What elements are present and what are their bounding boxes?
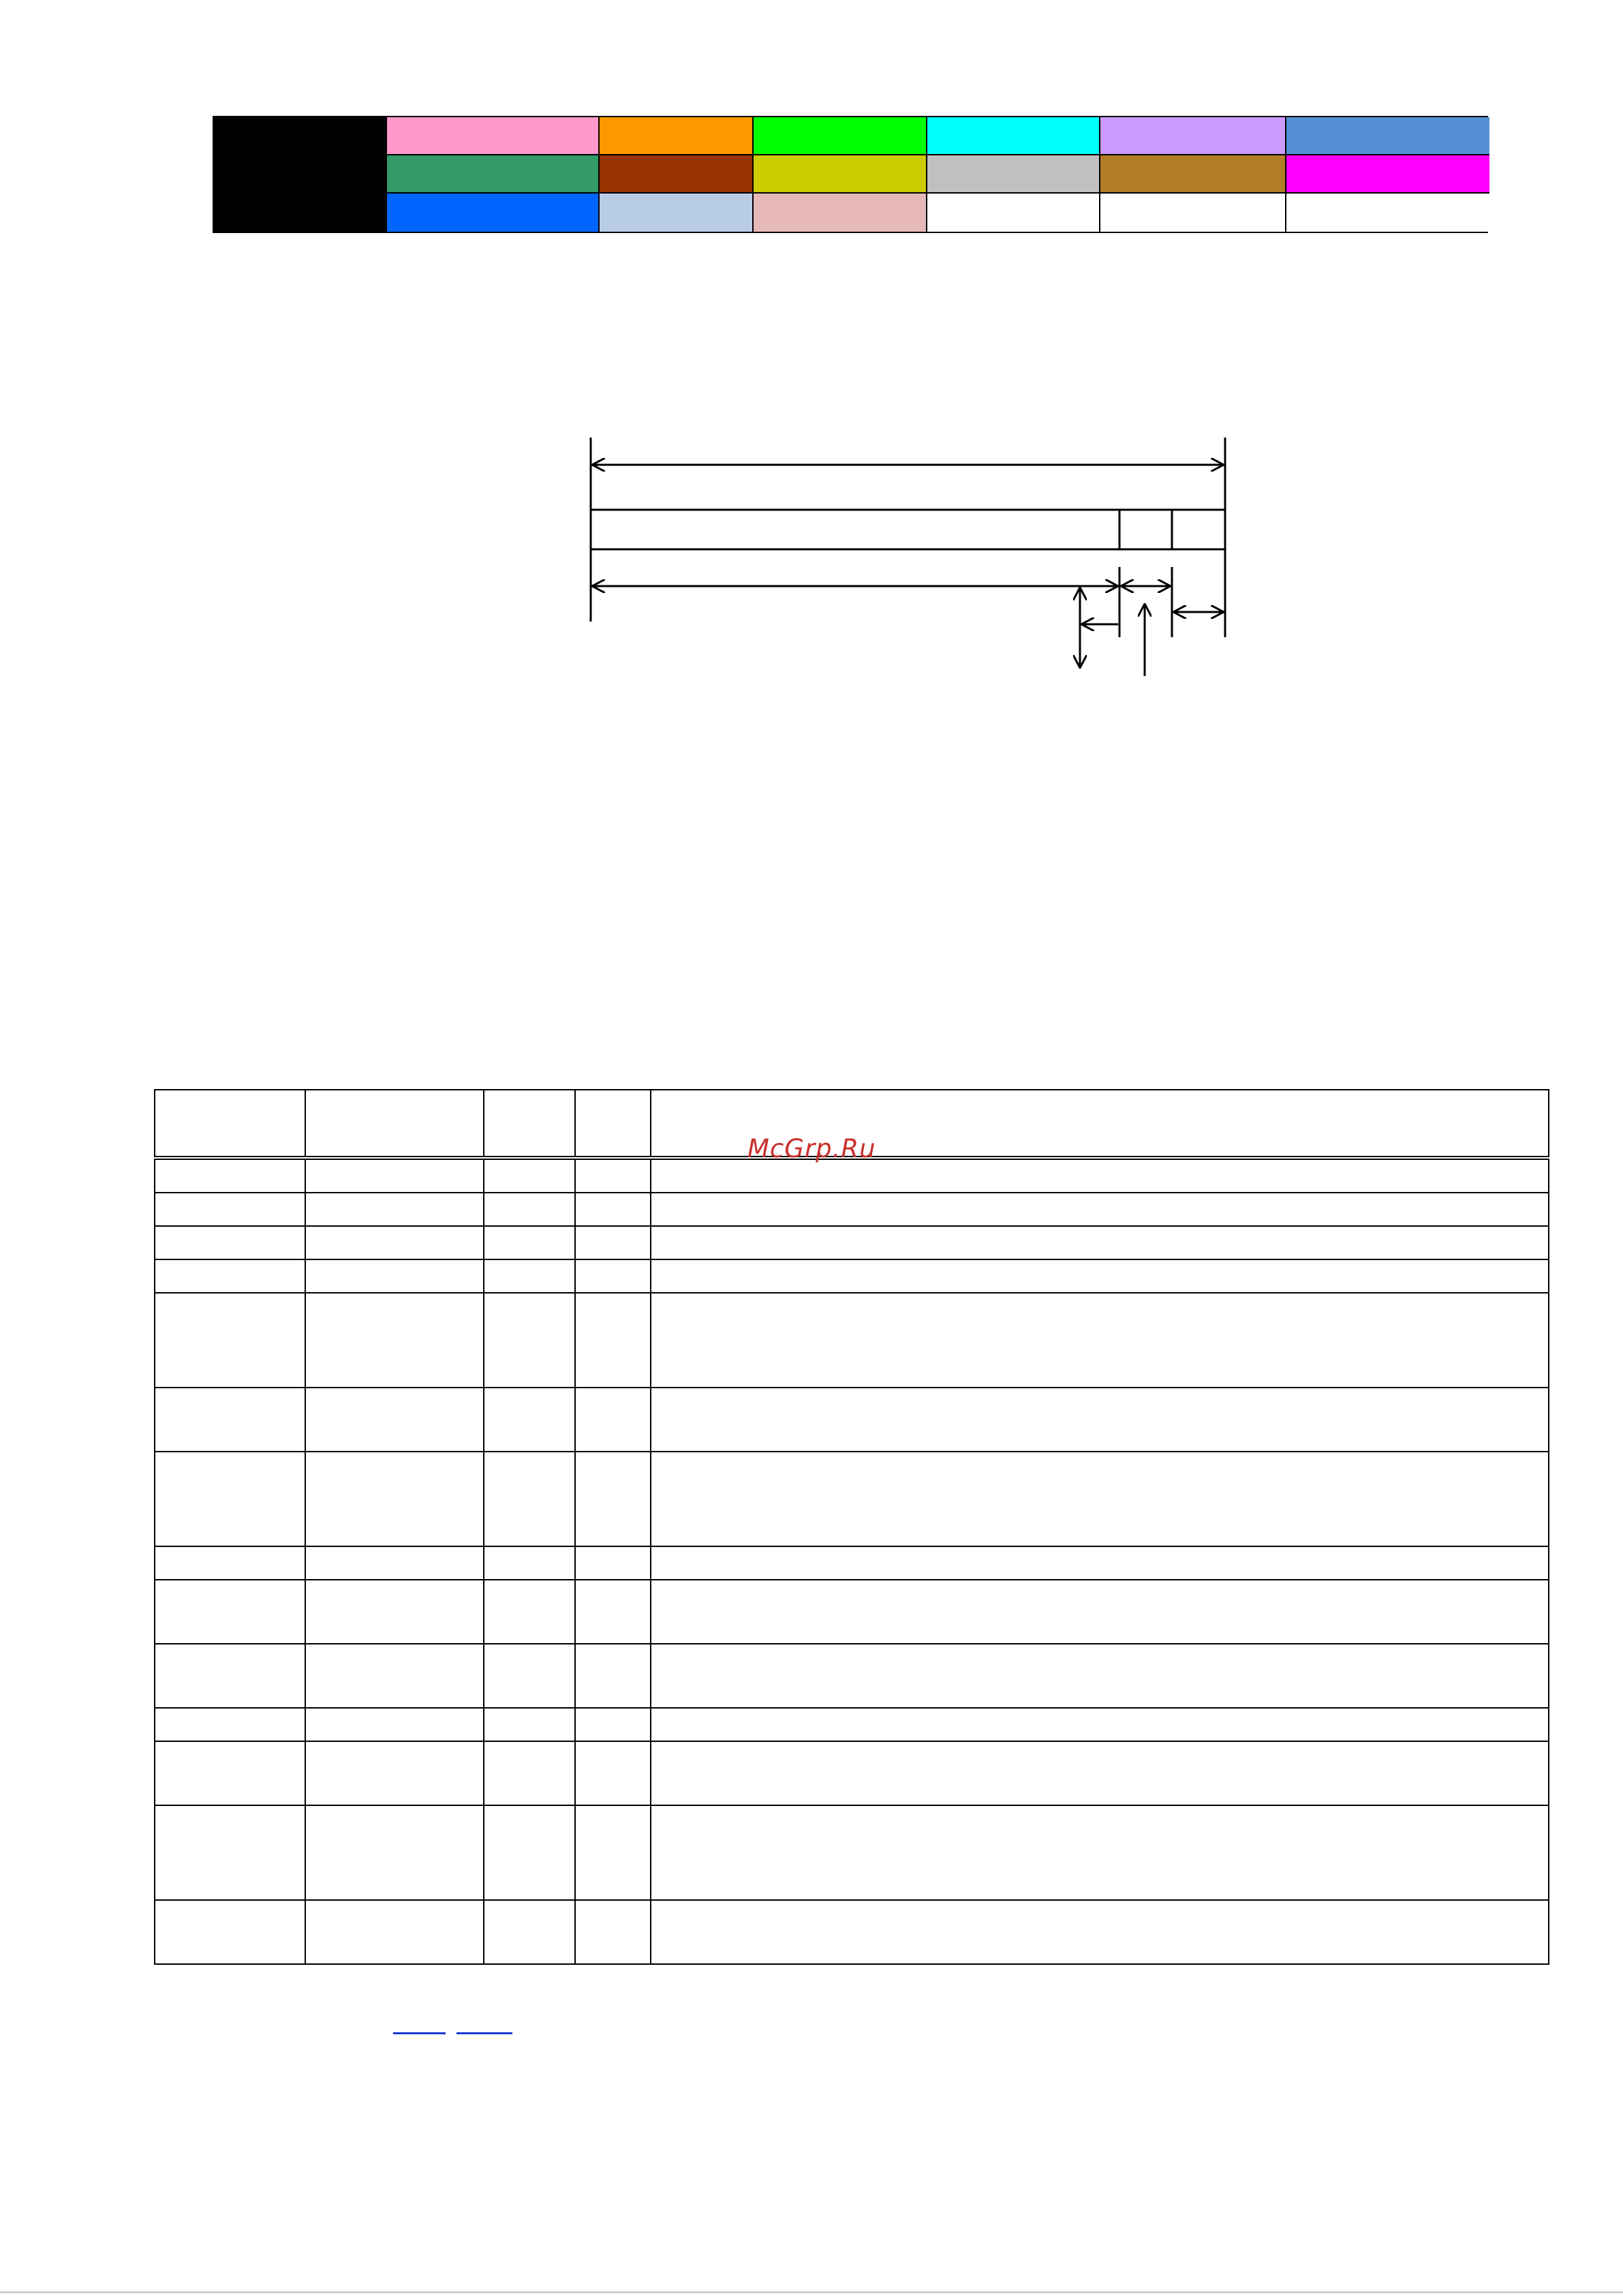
table-cell	[155, 1452, 305, 1546]
table-cell	[575, 1580, 651, 1644]
table-cell	[305, 1708, 484, 1741]
table-cell	[575, 1741, 651, 1805]
table-cell	[484, 1580, 575, 1644]
table-cell	[305, 1259, 484, 1293]
parameter-table	[154, 1089, 1549, 1965]
table-cell	[484, 1226, 575, 1259]
table-cell	[484, 1708, 575, 1741]
table-row	[155, 1193, 1549, 1226]
column-header	[484, 1090, 575, 1158]
table-row	[155, 1805, 1549, 1900]
table-cell	[575, 1158, 651, 1193]
table-cell	[484, 1546, 575, 1580]
table-cell	[155, 1644, 305, 1708]
table-row	[155, 1708, 1549, 1741]
table-cell	[305, 1293, 484, 1388]
table-cell	[651, 1900, 1549, 1964]
footer-rule	[0, 2291, 1623, 2293]
table-cell	[484, 1452, 575, 1546]
table-row	[155, 1452, 1549, 1546]
table-cell	[575, 1388, 651, 1452]
table-cell	[651, 1708, 1549, 1741]
table-cell	[575, 1708, 651, 1741]
table-cell	[484, 1644, 575, 1708]
table-cell	[484, 1259, 575, 1293]
table-cell	[651, 1226, 1549, 1259]
table-cell	[305, 1193, 484, 1226]
table-cell	[575, 1546, 651, 1580]
table-cell	[155, 1900, 305, 1964]
table-row	[155, 1293, 1549, 1388]
table-row	[155, 1388, 1549, 1452]
table-cell	[484, 1900, 575, 1964]
table-cell	[575, 1193, 651, 1226]
table-cell	[305, 1644, 484, 1708]
column-header	[575, 1090, 651, 1158]
table-cell	[484, 1388, 575, 1452]
column-header	[155, 1090, 305, 1158]
link-underline-2[interactable]	[457, 2032, 512, 2034]
table-cell	[305, 1158, 484, 1193]
table-cell	[651, 1259, 1549, 1293]
table-cell	[651, 1805, 1549, 1900]
table-cell	[651, 1580, 1549, 1644]
table-row	[155, 1644, 1549, 1708]
table-cell	[575, 1293, 651, 1388]
table-cell	[651, 1193, 1549, 1226]
link-underline-1[interactable]	[393, 2032, 446, 2034]
table-cell	[651, 1546, 1549, 1580]
table-cell	[305, 1388, 484, 1452]
table-cell	[155, 1741, 305, 1805]
table-cell	[575, 1900, 651, 1964]
table-cell	[575, 1644, 651, 1708]
table-cell	[155, 1580, 305, 1644]
table-cell	[305, 1226, 484, 1259]
watermark-text: McGrp.Ru	[747, 1134, 876, 1163]
table-cell	[651, 1644, 1549, 1708]
table-cell	[305, 1900, 484, 1964]
table-cell	[575, 1452, 651, 1546]
table-row	[155, 1546, 1549, 1580]
table-cell	[575, 1226, 651, 1259]
table-cell	[155, 1546, 305, 1580]
table-cell	[484, 1741, 575, 1805]
table-cell	[155, 1388, 305, 1452]
table-cell	[305, 1580, 484, 1644]
table-cell	[651, 1388, 1549, 1452]
table-cell	[651, 1293, 1549, 1388]
table-cell	[155, 1805, 305, 1900]
table-row	[155, 1741, 1549, 1805]
table-row	[155, 1226, 1549, 1259]
table-row	[155, 1580, 1549, 1644]
table-cell	[575, 1805, 651, 1900]
table-cell	[305, 1805, 484, 1900]
table-cell	[484, 1293, 575, 1388]
table-row	[155, 1259, 1549, 1293]
table-cell	[155, 1293, 305, 1388]
column-header	[305, 1090, 484, 1158]
table-cell	[305, 1741, 484, 1805]
table-cell	[484, 1805, 575, 1900]
table-cell	[155, 1158, 305, 1193]
body-outline	[591, 510, 1225, 549]
table-cell	[305, 1452, 484, 1546]
table-cell	[575, 1259, 651, 1293]
table-cell	[155, 1193, 305, 1226]
table-cell	[484, 1158, 575, 1193]
table-cell	[484, 1193, 575, 1226]
table-cell	[651, 1741, 1549, 1805]
table-row	[155, 1900, 1549, 1964]
dimension-diagram	[0, 0, 1623, 750]
table-cell	[155, 1259, 305, 1293]
table-cell	[155, 1708, 305, 1741]
table-cell	[155, 1226, 305, 1259]
table-cell	[305, 1546, 484, 1580]
table-cell	[651, 1452, 1549, 1546]
